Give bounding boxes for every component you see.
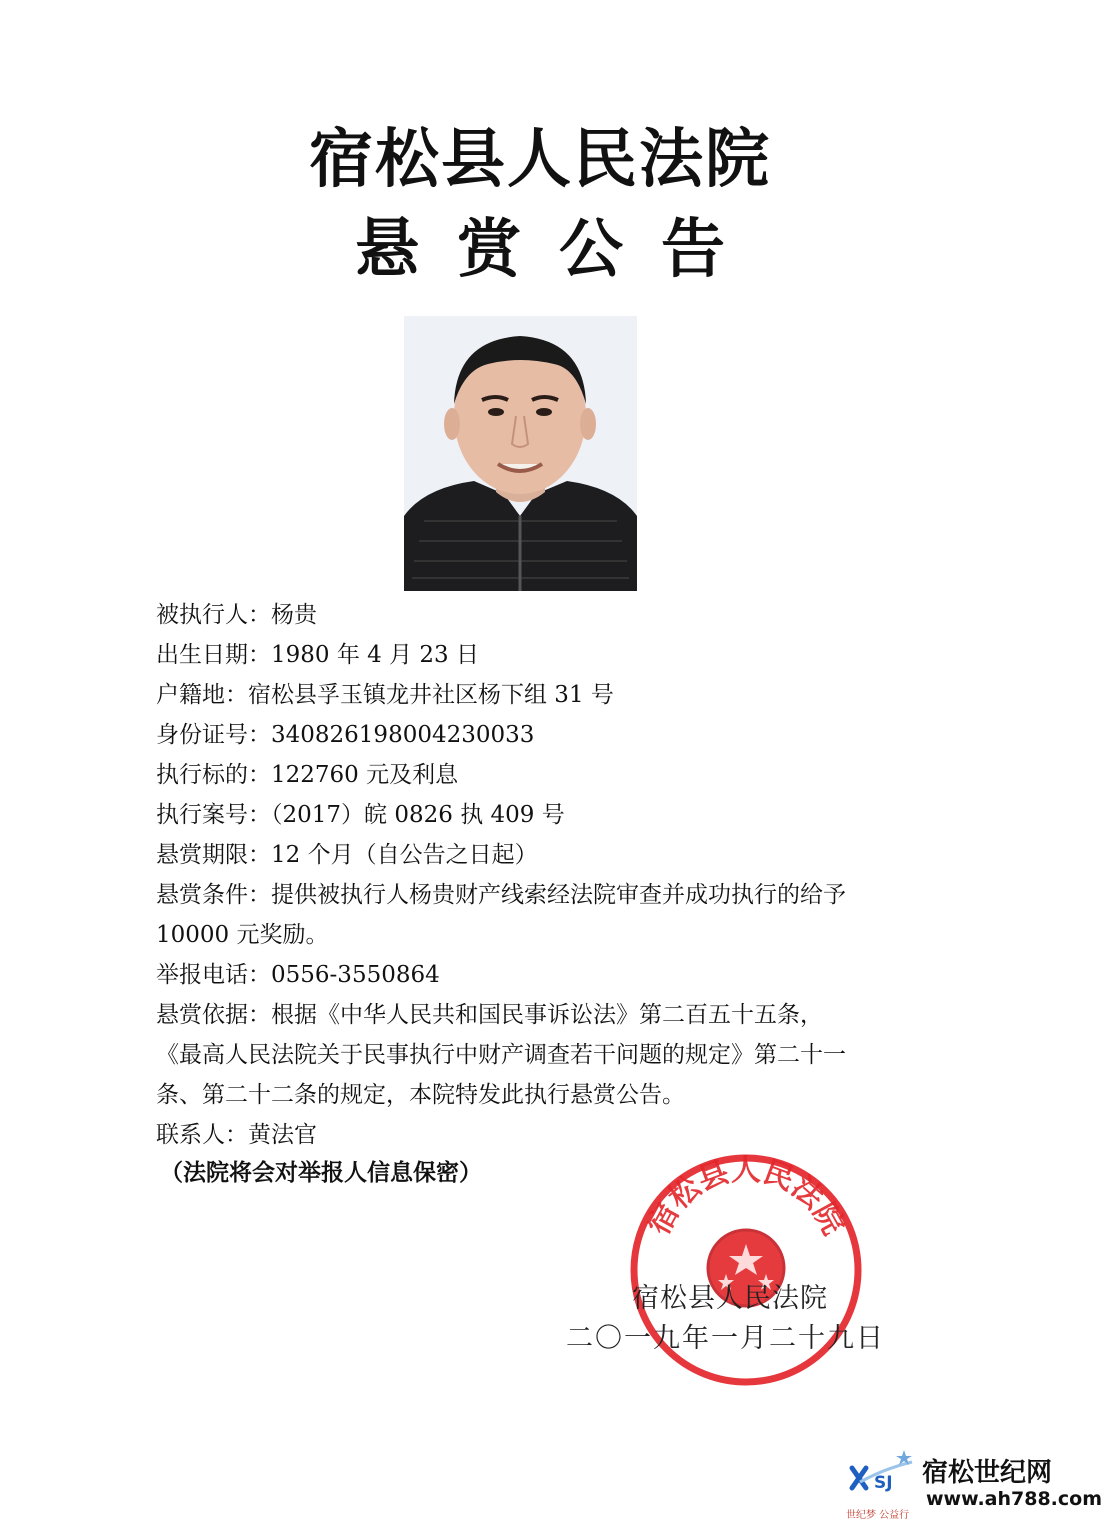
field-birth-date: 出生日期：1980 年 4 月 23 日	[156, 642, 479, 668]
field-debtor-name: 被执行人：杨贵	[156, 602, 317, 628]
field-legal-basis-cont-2: 条、第二十二条的规定，本院特发此执行悬赏公告。	[156, 1082, 685, 1108]
site-slogan: 世纪梦 公益行	[846, 1510, 910, 1521]
signature-court: 宿松县人民法院	[632, 1283, 828, 1314]
court-title: 宿松县人民法院	[309, 123, 771, 197]
notice-title: 悬赏公告	[355, 213, 763, 287]
field-report-phone: 举报电话：0556-3550864	[156, 962, 440, 988]
person-photo	[404, 316, 637, 591]
field-reward-condition-cont: 10000 元奖励。	[156, 922, 329, 948]
site-name: 宿松世纪网	[922, 1458, 1053, 1488]
field-execution-amount: 执行标的：122760 元及利息	[156, 762, 459, 788]
signature-date: 二〇一九年一月二十九日	[566, 1323, 885, 1354]
confidentiality-note: （法院将会对举报人信息保密）	[160, 1160, 482, 1186]
field-reward-period: 悬赏期限：12 个月（自公告之日起）	[156, 842, 538, 868]
field-household-address: 户籍地：宿松县孚玉镇龙井社区杨下组 31 号	[156, 682, 614, 708]
svg-text:宿松县人民法院	[641, 1153, 850, 1241]
field-legal-basis: 悬赏依据：根据《中华人民共和国民事诉讼法》第二百五十五条，	[156, 1002, 823, 1028]
field-contact-person: 联系人：黄法官	[156, 1122, 317, 1148]
site-url: www.ah788.com	[926, 1488, 1102, 1510]
site-watermark	[846, 1448, 1102, 1522]
seal-text: 宿松县人民法院	[641, 1152, 851, 1241]
site-logo-icon	[846, 1448, 920, 1504]
field-reward-condition: 悬赏条件：提供被执行人杨贵财产线索经法院审查并成功执行的给予	[156, 882, 846, 908]
field-case-number: 执行案号：（2017）皖 0826 执 409 号	[156, 802, 565, 828]
field-legal-basis-cont-1: 《最高人民法院关于民事执行中财产调查若干问题的规定》第二十一	[156, 1042, 846, 1068]
person-photo-illustration	[404, 316, 637, 591]
field-id-number: 身份证号：340826198004230033	[156, 722, 535, 748]
site-logo-text: SJ	[874, 1473, 893, 1493]
